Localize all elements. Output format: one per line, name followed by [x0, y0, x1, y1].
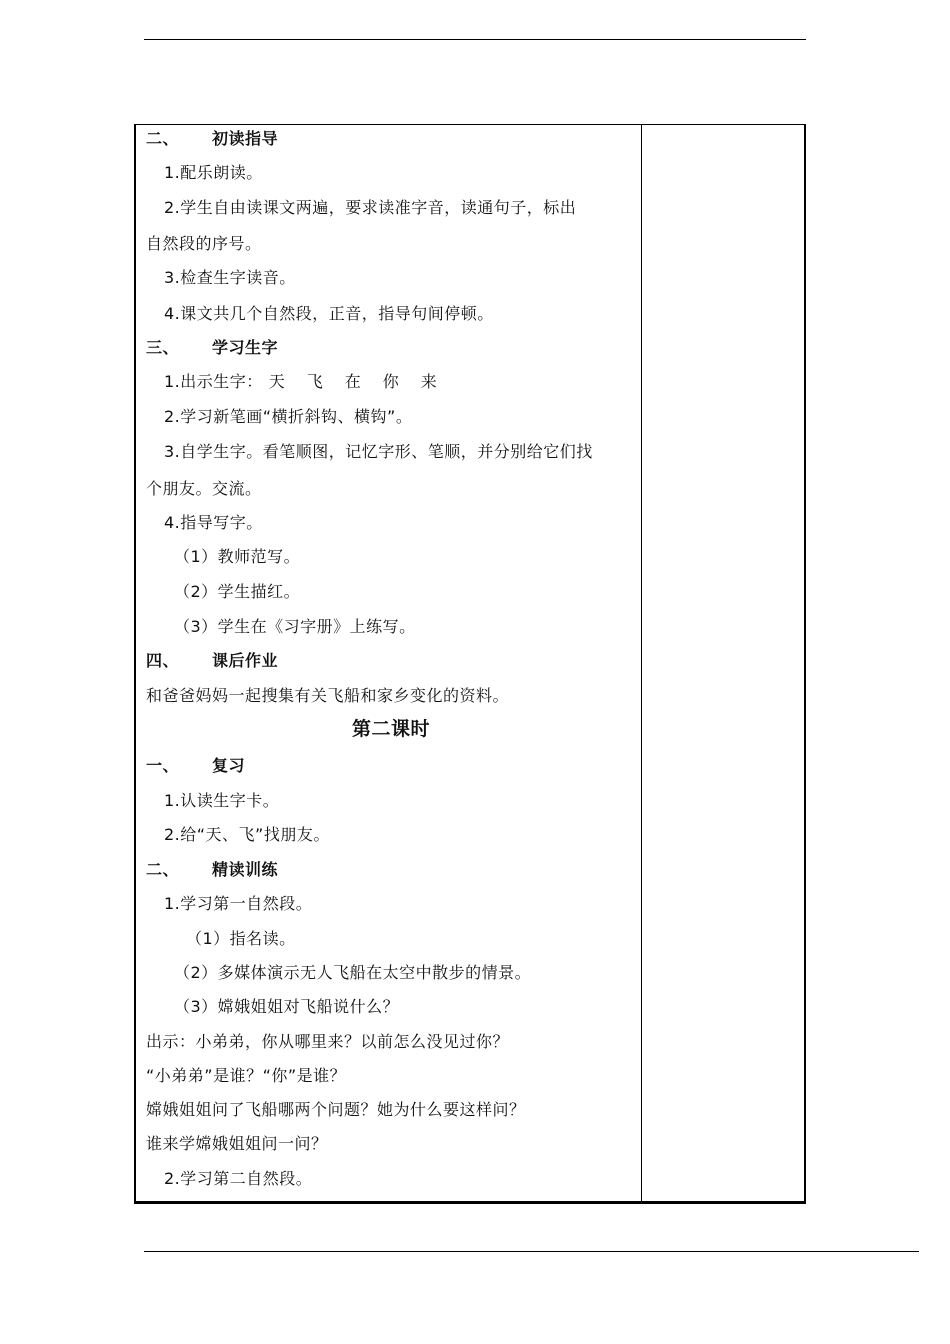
section-heading: 四、 课后作业 [146, 651, 279, 670]
paragraph: 谁来学嫦娥姐姐问一问？ [146, 1134, 328, 1153]
section-heading: 二、 精读训练 [146, 860, 279, 879]
paragraph: 出示：小弟弟，你从哪里来？以前怎么没见过你？ [146, 1032, 510, 1051]
list-item: 2.学生自由读课文两遍，要求读准字音，读通句子，标出 [164, 198, 577, 217]
list-item: 4.指导写字。 [164, 513, 263, 532]
lesson-title: 第二课时 [351, 718, 430, 740]
list-item: 1.学习第一自然段。 [164, 894, 313, 913]
sub-list-item: （3）嫦娥姐姐对飞船说什么？ [174, 997, 400, 1016]
sub-list-item: （1）指名读。 [186, 929, 296, 948]
list-item: 3.自学生字。看笔顺图，记忆字形、笔顺，并分别给它们找 [164, 442, 593, 461]
column-divider [641, 125, 642, 1201]
sub-list-item: （1）教师范写。 [174, 547, 301, 566]
paragraph: “小弟弟”是谁？“你”是谁？ [146, 1066, 347, 1085]
paragraph: 嫦娥姐姐问了飞船哪两个问题？她为什么要这样问？ [146, 1100, 526, 1119]
list-item: 2.给“天、飞”找朋友。 [164, 825, 330, 844]
lesson-table [134, 124, 806, 1204]
list-item: 1.出示生字： 天 飞 在 你 来 [164, 372, 438, 391]
list-item: 2.学习第二自然段。 [164, 1169, 313, 1188]
section-heading: 一、 复习 [146, 756, 246, 775]
list-item: 1.认读生字卡。 [164, 791, 280, 810]
paragraph: 和爸爸妈妈一起搜集有关飞船和家乡变化的资料。 [146, 686, 510, 705]
section-heading: 二、 初读指导 [146, 129, 279, 148]
sub-list-item: （2）多媒体演示无人飞船在太空中散步的情景。 [174, 963, 532, 982]
sub-list-item: （3）学生在《习字册》上练写。 [174, 617, 416, 636]
list-item: 1.配乐朗读。 [164, 163, 263, 182]
list-item: 2.学习新笔画“横折斜钩、横钩”。 [164, 407, 413, 426]
list-item: 4.课文共几个自然段，正音，指导句间停顿。 [164, 304, 494, 323]
list-item-continuation: 个朋友。交流。 [146, 479, 262, 498]
header-rule [144, 39, 806, 40]
section-heading: 三、 学习生字 [146, 338, 279, 357]
footer-rule [144, 1251, 919, 1252]
list-item: 3.检查生字读音。 [164, 268, 296, 287]
sub-list-item: （2）学生描红。 [174, 582, 301, 601]
list-item-continuation: 自然段的序号。 [146, 234, 262, 253]
